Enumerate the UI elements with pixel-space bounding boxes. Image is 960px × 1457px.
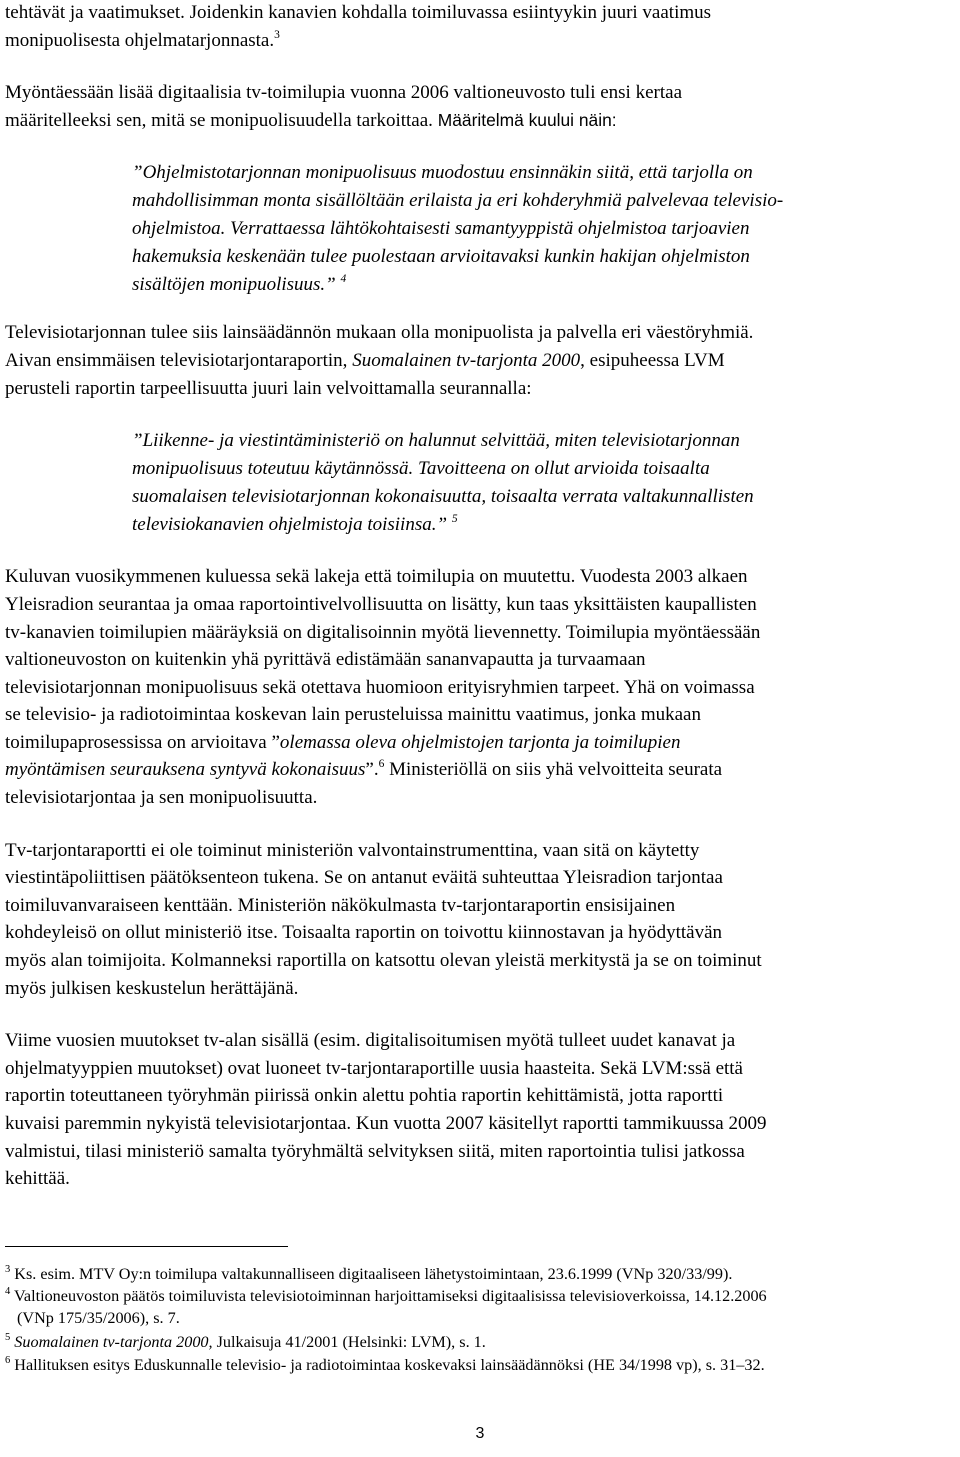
footnote-4: [5, 1285, 955, 1329]
footnote-number: 6: [5, 1355, 11, 1366]
text-line: Myöntäessään lisää digitaalisia tv-toimilupia vuonna 2006 valtioneuvosto tuli ensi kertaa: [5, 82, 682, 104]
footnote-text: Hallituksen esitys Eduskunnalle televisio- ja radiotoimintaa koskevaksi lainsäädännöksi (HE 34/1998 vp), s. 31–32.: [10, 1356, 765, 1374]
footnote-number: 5: [5, 1332, 11, 1343]
footnote-separator: [5, 1246, 288, 1247]
text-line: Televisiotarjonnan tulee siis lainsäädännön mukaan olla monipuolista ja palvella eri väestöryhmiä.: [5, 322, 754, 344]
text-span: sisältöjen monipuolisuus.”: [132, 273, 336, 295]
text-line: Viime vuosien muutokset tv-alan sisällä (esim. digitalisoitumisen myötä tulleet uudet kanavat ja: [5, 1030, 736, 1052]
footnote-5: [5, 1331, 955, 1353]
text-span: televisiokanavien ohjelmistoja toisiinsa.”: [132, 513, 448, 535]
text-line: kehittää.: [5, 1168, 70, 1190]
text-line: valtioneuvoston on kuitenkin yhä pyrittävä edistämään sananvapautta ja turvaamaan: [5, 649, 646, 671]
footnote-text: Valtioneuvoston päätös toimiluvista televisiotoiminnan harjoittamiseksi digitaalisissa televisioverkoissa, 14.12.2006: [10, 1287, 767, 1305]
paragraph-gap: [5, 54, 953, 79]
text-span: ”.: [365, 759, 379, 781]
footnote-ref-6[interactable]: 6: [378, 758, 385, 771]
footnote-text: Ks. esim. MTV Oy:n toimilupa valtakunnalliseen digitaaliseen lähetystoimintaan, 23.6.1999 (VNp 320/33/99).: [10, 1265, 733, 1283]
text-line: viestintäpoliittisen päätöksenteon tukena. Se on antanut eväitä suhteuttaa Yleisradion tarjontaa: [5, 867, 723, 889]
text-span: Aivan ensimmäisen televisiotarjontaraportin,: [5, 349, 353, 371]
text-line: [5, 27, 953, 55]
text-line: televisiotarjonnan monipuolisuus sekä otettava huomioon erityisryhmien tarpeet. Yhä on voimassa: [5, 676, 755, 698]
paragraph-3: [5, 319, 953, 402]
text-line: Kuluvan vuosikymmenen kuluessa sekä lakeja että toimilupia on muutettu. Vuodesta 2003 alkaen: [5, 566, 748, 588]
text-line: [5, 729, 953, 757]
paragraph-gap: [5, 402, 953, 427]
text-line: [5, 756, 953, 784]
quote-line: ”Ohjelmistotarjonnan monipuolisuus muodostuu ensinnäkin siitä, että tarjolla on: [132, 162, 753, 184]
quote-line: hakemuksia keskenään tulee puolestaan arvioitavaksi kunkin hakijan ohjelmiston: [132, 245, 750, 267]
text-line: ohjelmatyyppien muutokset) ovat luoneet tv-tarjontaraportille uusia haasteita. Sekä LVM:ssä että: [5, 1057, 743, 1079]
quote-line: ohjelmistoa. Verrattaessa lähtökohtaisesti samantyyppistä ohjelmistoa tarjoavien: [132, 217, 750, 239]
paragraph-gap: [5, 538, 953, 563]
paragraph-4: [5, 563, 953, 811]
quote-line: monipuolisuus toteutuu käytännössä. Tavoitteena on ollut arvioida toisaalta: [132, 457, 710, 479]
page-number: 3: [475, 1425, 485, 1442]
quote-line: mahdollisimman monta sisällöltään erilaista ja eri kohderyhmiä palvelevaa televisio-: [132, 190, 784, 212]
text-line: myös alan toimijoita. Kolmanneksi raportilla on katsottu olevan yleistä merkitystä ja se on toiminut: [5, 950, 762, 972]
text-line: valmistui, tilasi ministeriö samalta työryhmältä selvityksen siitä, miten raportointia tulisi jatkossa: [5, 1140, 745, 1162]
quote-line: [132, 511, 953, 539]
text-line: Tv-tarjontaraportti ei ole toiminut ministeriön valvontainstrumenttina, vaan sitä on käytetty: [5, 839, 700, 861]
text-line: perusteli raportin tarpeellisuutta juuri lain velvoittamalla seurannalla:: [5, 377, 532, 399]
paragraph-5: [5, 837, 953, 1003]
footnote-text: Julkaisuja 41/2001 (Helsinki: LVM), s. 1.: [212, 1333, 486, 1351]
quote-line: ”Liikenne- ja viestintäministeriö on halunnut selvittää, miten televisiotarjonnan: [132, 430, 740, 452]
footnote-continuation: (VNp 175/35/2006), s. 7.: [17, 1309, 180, 1327]
document-page: [5, 0, 953, 1193]
text-line: se televisio- ja radiotoimintaa koskevan lain perusteluissa mainittu vaatimus, jonka mukaan: [5, 704, 701, 726]
text-span: Ministeriöllä on siis yhä velvoitteita seurata: [384, 759, 723, 781]
text-span: toimilupaprosessissa on arvioitava ”: [5, 731, 280, 753]
block-quote-1: [5, 159, 953, 298]
text-line: raportin toteuttaneen työryhmän piirissä onkin alettu pohtia raportin kehittämistä, jotta raportti: [5, 1085, 724, 1107]
text-line: myös julkisen keskustelun herättäjänä.: [5, 977, 299, 999]
paragraph-gap: [5, 812, 953, 837]
text-line: tehtävät ja vaatimukset. Joidenkin kanavien kohdalla toimiluvassa esiintyykin juuri vaatimus: [5, 2, 712, 23]
footnote-6: [5, 1354, 955, 1376]
footnote-ref-5[interactable]: 5: [451, 512, 458, 525]
footnote-ref-3[interactable]: 3: [274, 28, 280, 41]
block-quote-2: [5, 427, 953, 538]
text-line: kuvaisi paremmin nykyistä televisiotarjontaa. Kun vuotta 2007 käsitellyt raportti tammikuussa 2009: [5, 1113, 767, 1135]
paragraph-1: [5, 0, 953, 54]
quoted-phrase: myöntämisen seurauksena syntyvä kokonaisuus: [5, 759, 366, 781]
text-span: , esipuheessa LVM: [580, 349, 725, 371]
report-title: Suomalainen tv-tarjonta 2000: [352, 349, 581, 371]
text-span: monipuolisesta ohjelmatarjonnasta.: [5, 29, 275, 51]
paragraph-gap: [5, 134, 953, 159]
paragraph-6: [5, 1027, 953, 1193]
footnote-number: 4: [5, 1286, 11, 1297]
text-line: tv-kanavien toimilupien määräyksiä on digitalisoinnin myötä lievennetty. Toimilupia myöntäessään: [5, 621, 761, 643]
text-line: [5, 347, 953, 375]
text-span: määritelleeksi sen, mitä se monipuolisuudella tarkoittaa.: [5, 109, 433, 131]
footnote-number: 3: [5, 1264, 11, 1275]
text-span-sans: Määritelmä kuului näin:: [432, 109, 617, 130]
text-line: Yleisradion seurantaa ja omaa raportointivelvollisuutta on lisätty, kun taas yksittäisten kaupallisten: [5, 593, 757, 615]
quote-line: [132, 271, 953, 299]
text-line: [5, 107, 953, 135]
paragraph-gap: [5, 1002, 953, 1027]
text-line: toimiluvanvaraiseen kenttään. Ministeriön näkökulmasta tv-tarjontaraportin ensisijainen: [5, 894, 676, 916]
footnote-3: [5, 1263, 955, 1285]
text-line: televisiotarjontaa ja sen monipuolisuutta.: [5, 787, 318, 809]
quoted-phrase: olemassa oleva ohjelmistojen tarjonta ja toimilupien: [279, 731, 681, 753]
footnote-ref-4[interactable]: 4: [340, 272, 347, 285]
text-line: kohdeyleisö on ollut ministeriö itse. Toisaalta raportin on toivottu kiinnostavan ja hyödyttävän: [5, 922, 723, 944]
quote-line: suomalaisen televisiotarjonnan kokonaisuutta, toisaalta verrata valtakunnallisten: [132, 485, 754, 507]
paragraph-2: [5, 79, 953, 134]
paragraph-gap: [5, 298, 953, 319]
footnote-title: Suomalainen tv-tarjonta 2000,: [14, 1333, 213, 1351]
